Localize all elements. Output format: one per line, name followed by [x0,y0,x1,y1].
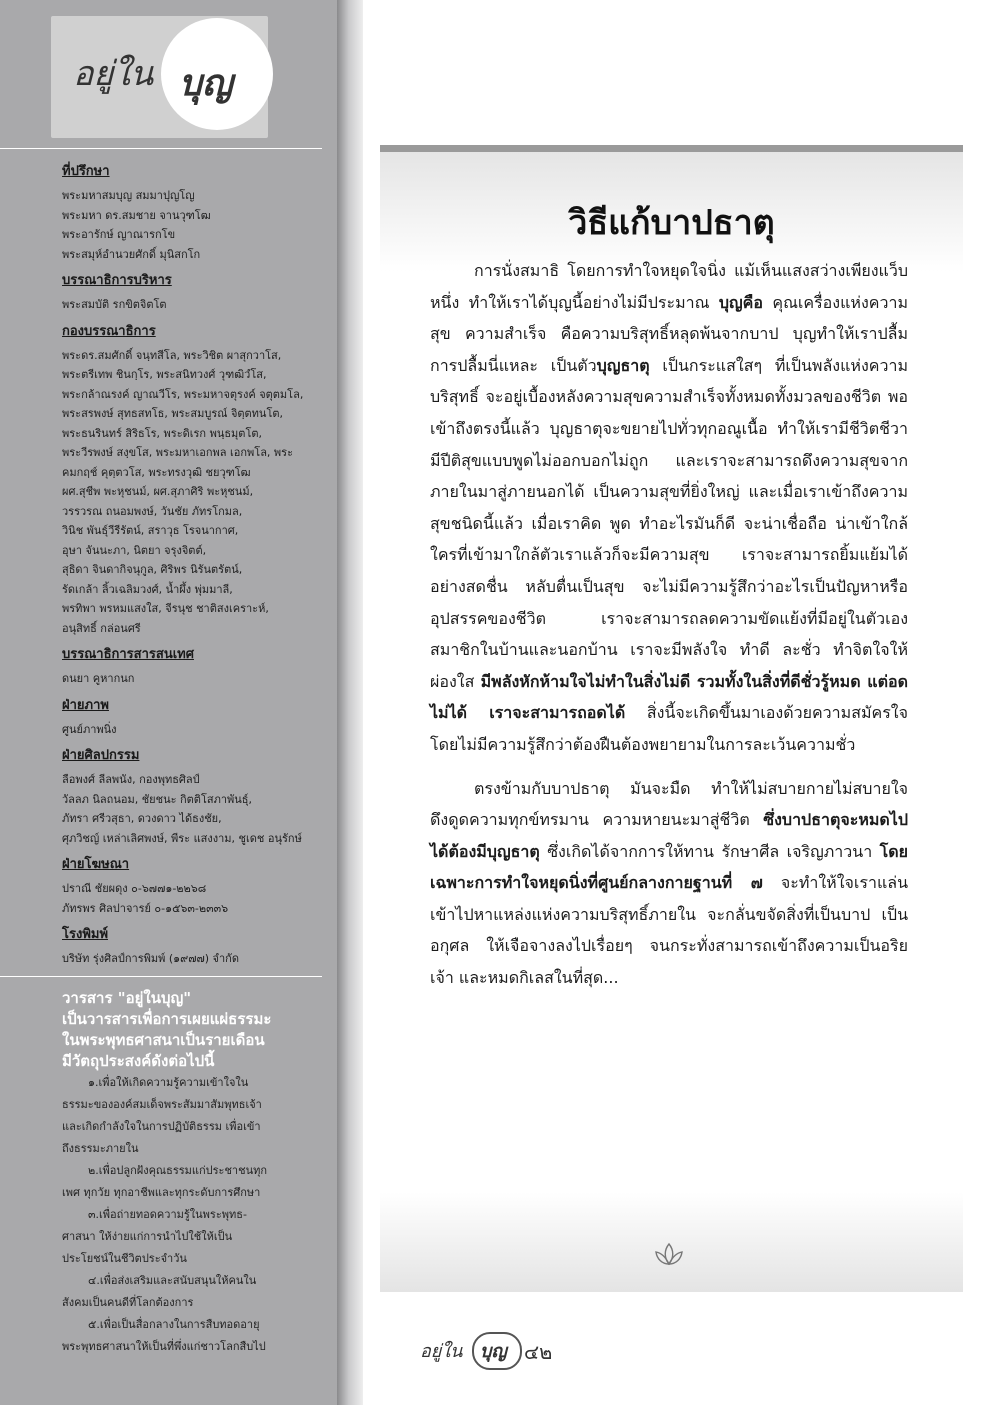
purpose-line: ประโยชน์ในชีวิตประจำวัน [62,1252,187,1265]
credit-line: พระวีรพงษ์ สงฺขโส, พระมหาเอกพล เอกพโล, พระ [62,446,293,459]
purpose-line: ถึงธรรมะภายใน [62,1142,139,1155]
body-text: จะทำให้ใจเราแล่นเข้าไปหาแหล่งแห่งความบริสุทธิ์ภายใน จะกลั่นขจัดสิ่งที่เป็นบาป เป็นอกุศล ให้เจือจางลงไปเรื่อยๆ จนกระทั่งสามารถเข้าถึงความเป็นอริยเจ้า และหมดกิเลสในที่สุด... [430,873,908,988]
credit-section-heading: บรรณาธิการบริหาร [62,273,172,288]
editorial-credits [62,155,324,969]
logo-text-right: บุญ [179,62,233,104]
credit-section-heading: ที่ปรึกษา [62,164,110,179]
emphasized-text: ซึ่งบาปธาตุจะหมดไปได้ต้องมีบุญธาตุ [430,810,908,861]
credit-line: ดนยา คูหากนก [62,672,135,685]
article-title: วิธีแก้บาปธาตุ [568,203,775,243]
purpose-heading [62,988,324,1072]
credit-line: ผศ.สุชีพ พะหุชนม์, ผศ.สุภาศิริ พะหุชนม์, [62,485,254,498]
credit-line: พระสมบัติ รกขิตจิตโต [62,298,167,311]
credit-section-heading: ฝ่ายภาพ [62,697,109,713]
purpose-heading-line: ในพระพุทธศาสนาเป็นรายเดือน [62,1031,265,1049]
credit-section-heading: ฝ่ายโฆษณา [62,857,130,872]
emphasized-text: บุญคือ [718,292,763,312]
credit-line: ลือพงศ์ ลีลพนัง, กองพุทธศิลป์ [62,773,200,786]
purpose-heading-line: วารสาร "อยู่ในบุญ" [62,989,192,1007]
credit-line: พระธนรินทร์ สิริธโร, พระดิเรก พนฺธมุตโต, [62,426,262,440]
credit-line: ปราณี ชัยผดุง ๐-๖๗๗๑-๒๒๖๘ [62,882,207,895]
footer-logo-left: อยู่ใน [420,1341,463,1362]
purpose-line: ๓.เพื่อถ่ายทอดความรู้ในพระพุทธ- [88,1208,247,1221]
purpose-line: สังคมเป็นคนดีที่โลกต้องการ [62,1296,194,1309]
credit-line: วินิช พันธุ์วีรีรัตน์, สราวุธ โรจนากาศ, [62,524,239,537]
emphasized-text: มีพลังหักห้ามใจไม่ทำในสิ่งไม่ดี รวมทั้งในสิ่งที่ดีชั่วรู้หมด แต่อดไม่ได้ เราจะสามารถอดได้ [430,671,908,723]
emphasized-text: โดยเฉพาะการทำใจหยุดนิ่งที่ศูนย์กลางกายฐานที่ ๗ [430,841,908,893]
page-spine-shadow [337,0,363,1405]
credit-line: คมกฤช์ คุตฺตวโส, พระทรงวุฒิ ชยวุฑโฒ [62,465,251,479]
article-paragraph [430,773,908,994]
magazine-purpose [62,988,324,1358]
purpose-heading-line: เป็นวารสารเพื่อการเผยแผ่ธรรมะ [62,1010,272,1028]
credit-line: อนุสิทธิ์ กล่อนศรี [62,621,141,635]
credit-line: พระมหา ดร.สมชาย จานวุฑโฒ [62,208,211,222]
credit-line: ภัทรา ศรีวสุธา, ดวงดาว ได้ธงชัย, [62,812,222,825]
credit-line: ศุภวิชญ์ เหล่าเลิศพงษ์, พีระ แสงงาม, ชูเดช อนุรักษ์ [62,831,302,845]
credit-line: วรรวรณ ถนอมพงษ์, วันชัย ภัทรโกมล, [62,504,243,518]
purpose-line: ธรรมะขององค์สมเด็จพระสัมมาสัมพุทธเจ้า [62,1098,262,1111]
credit-line: พรทิพา พรหมแสงใส, จีรนุช ชาติสงเคราะห์, [62,602,269,615]
credit-line: อุษา จันนะภา, นิตยา จรุงจิตต์, [62,543,207,557]
divider [0,148,322,149]
credit-section-heading: ฝ่ายศิลปกรรม [62,748,140,763]
purpose-line: เพศ ทุกวัย ทุกอาชีพและทุกระดับการศึกษา [62,1186,261,1199]
credit-line: ศูนย์ภาพนิ่ง [62,722,117,736]
purpose-line: พระพุทธศาสนาให้เป็นที่พึ่งแก่ชาวโลกสืบไป [62,1340,266,1353]
article-body [430,255,908,1006]
credit-line: พระมหาสมบุญ สมมาปุญโญ [62,189,195,202]
purpose-heading-line: มีวัตถุประสงค์ดังต่อไปนี้ [62,1052,215,1070]
credit-section-heading: กองบรรณาธิการ [62,323,156,339]
credit-line: พระอารักษ์ ญาณารกโข [62,228,176,241]
credit-section-heading: โรงพิมพ์ [62,927,109,942]
body-text: สิ่งนี้จะเกิดขึ้นมาเองด้วยความสมัครใจ โดยไม่มีความรู้สึกว่าต้องฝืนต้องพยายามในการละเว้นความชั่ว [430,703,908,754]
magazine-logo [51,16,268,138]
emphasized-text: บุญธาตุ [596,355,650,375]
purpose-line: และเกิดกำลังใจในการปฏิบัติธรรม เพื่อเข้า [62,1120,261,1133]
purpose-line: ๑.เพื่อให้เกิดความรู้ความเข้าใจใน [88,1076,249,1089]
body-text: เป็นกระแสใสๆ ที่เป็นพลังแห่งความบริสุทธิ์ จะอยู่เบื้องหลังความสุขความสำเร็จทั้งหมดทั้งมวลของชีวิต พอเข้าถึงตรงนี้แล้ว บุญธาตุจะขยายไปทั่วทุกอณูเนื้อ ทำให้เรามีชีวิตชีวา มีปีติสุขแบบพูดไม่ออกบอกไม่ถูก และเราจะสามารถดึงความสุขจากภายในมาสู่ภายนอกได้ เป็นความสุขที่ยิ่งใหญ่ และเมื่อเราเข้าถึงความสุขชนิดนี้แล้ว เมื่อเราคิด พูด ทำอะไรมันก็ดี จะน่าเชื่อถือ น่าเข้าใกล้ ใครที่เข้ามาใกล้ตัวเราแล้วก็จะมีความสุข เราจะสามารถยิ้มแย้มได้อย่างสดชื่น หลับตื่นเป็นสุข จะไม่มีความรู้สึกว่าอะไรเป็นปัญหาหรืออุปสรรคของชีวิต เราจะสามารถลดความขัดแย้งที่มีอยู่ในตัวเอง สมาชิกในบ้านและนอกบ้าน เราจะมีพลังใจ ทำดี ละชั่ว ทำจิตใจให้ผ่องใส [430,355,908,691]
divider [0,976,322,977]
body-text: การนั่งสมาธิ โดยการทำใจหยุดใจนิ่ง แม้เห็นแสงสว่างเพียงแว็บหนึ่ง ทำให้เราได้บุญนี้อย่างไม่มีประมาณ [430,261,908,312]
purpose-list [62,1072,324,1358]
credit-line: พระกล้าณรงค์ ญาณวีโร, พระมหาจตุรงค์ จตุตมโล, [62,387,304,401]
article-top-bar [380,145,963,152]
credit-line: พระสรพงษ์ สุทธสทโธ, พระสมบูรณ์ จิตฺตทนโต, [62,407,283,420]
body-text: ตรงข้ามกับบาปธาตุ มันจะมืด ทำให้ไม่สบายกายไม่สบายใจ ดึงดูดความทุกข์ทรมาน ความหายนะมาสู่ชีวิต [430,778,908,830]
credit-line: พระตรีเทพ ชินกฺโร, พระสนิทวงศ์ วุฑฒิวํโส, [62,368,267,381]
purpose-line: ๔.เพื่อส่งเสริมและสนับสนุนให้คนใน [88,1274,257,1287]
purpose-line: ศาสนา ให้ง่ายแก่การนำไปใช้ให้เป็น [62,1230,233,1243]
lotus-icon [652,1240,686,1270]
body-text: ซึ่งเกิดได้จากการให้ทาน รักษาศีล เจริญภาวนา [539,841,880,861]
credit-line: วัลลภ นิลถนอม, ชัยชนะ กิตติโสภาพันธุ์, [62,792,252,806]
footer-logo-right: บุญ [480,1341,507,1362]
credit-line: สุธิดา จินดากิจนุกูล, ศิริพร นิรันตรัตน์, [62,563,243,576]
article-paragraph [430,255,908,761]
purpose-line: ๒.เพื่อปลูกฝังคุณธรรมแก่ประชาชนทุก [88,1164,267,1177]
credit-line: ภัทรพร ศิลปาจารย์ ๐-๑๕๖๓-๒๓๓๖ [62,901,229,915]
credit-line: พระดร.สมศักดิ์ จนฺทสีโล, พระวิชิต ผาสุกวาโส, [62,348,282,362]
page-number: ๔๒ [524,1340,553,1364]
sidebar [0,0,337,1405]
credit-line: บริษัท รุ่งศิลป์การพิมพ์ (๑๙๗๗) จำกัด [62,952,239,965]
body-text: คุณเครื่องแห่งความสุข ความสำเร็จ คือความบริสุทธิ์หลุดพ้นจากบาป บุญทำให้เราปลื้ม การปลื้มนี่แหละ เป็นตัว [430,292,908,375]
credit-line: รัดเกล้า ลิ้วเฉลิมวงศ์, น้ำผึ้ง พุ่มมาลี, [62,582,233,596]
purpose-line: ๕.เพื่อเป็นสื่อกลางในการสืบทอดอายุ [88,1318,260,1331]
logo-text-left: อยู่ใน [73,54,154,94]
credit-section-heading: บรรณาธิการสารสนเทศ [62,647,194,662]
credit-line: พระสมุห์อำนวยศักดิ์ มุนิสกโก [62,247,201,261]
